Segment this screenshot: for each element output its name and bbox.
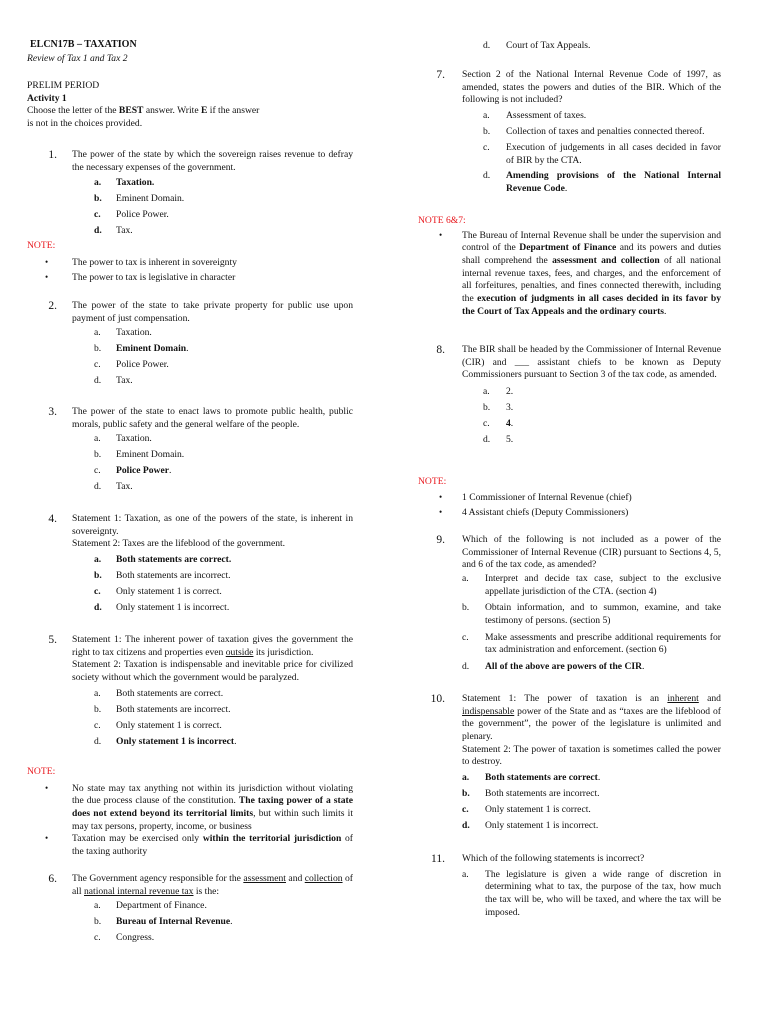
- option-a[interactable]: a. Both statements are correct.: [462, 771, 601, 783]
- note-1: [27, 240, 353, 285]
- option-d[interactable]: d. Court of Tax Appeals.: [483, 40, 591, 51]
- question-text: The BIR shall be headed by the Commissioner of Internal Revenue (CIR) and ___ assistant chiefs to be known as Deputy Commissioners pursuant to Section 3 of the tax code, as amended.: [462, 344, 721, 381]
- question-number: 8.: [436, 344, 445, 356]
- statement-1: Statement 1: The inherent power of taxation gives the government the right to tax citizens and properties even outside its jurisdiction.: [72, 634, 353, 658]
- bullet-icon: •: [45, 272, 49, 283]
- note-bullet: • Taxation may be exercised only within the territorial jurisdiction of the taxing authority: [45, 833, 353, 857]
- question-text: Which of the following is not included as a power of the Commissioner of Internal Revenue (CIR) pursuant to Sections 4, 5, and 6 of the tax code, as amended?: [462, 534, 721, 571]
- course-title: ELCN17B – TAXATION: [30, 39, 137, 50]
- option-a[interactable]: a. Assessment of taxes.: [483, 109, 587, 121]
- question-7: [418, 69, 721, 196]
- option-d[interactable]: d. Only statement 1 is incorrect.: [94, 735, 237, 747]
- note-bullet: • No state may tax anything not within its jurisdiction without violating the due process clause of the constitution. The taxing power of a state does not extend beyond its territorial limits, but within such limits it may tax persons, property, income, or business: [45, 782, 353, 832]
- option-d[interactable]: d. All of the above are powers of the CIR.: [462, 660, 645, 672]
- note-5: [27, 766, 353, 859]
- option-c[interactable]: c. Congress.: [94, 932, 155, 944]
- option-c[interactable]: c. Only statement 1 is correct.: [462, 803, 591, 815]
- activity-label: Activity 1: [27, 92, 67, 104]
- question-number: 4.: [48, 513, 57, 525]
- question-9: [418, 534, 721, 674]
- question-text: The power of the state to take private property for public use upon payment of just compensation.: [72, 300, 353, 324]
- option-a[interactable]: a. The legislature is given a wide range of discretion in determining what to tax, the purpose of the tax, how much the tax will be, who will be taxed, and where the tax will be imposed.: [462, 868, 721, 918]
- question-text: Section 2 of the National Internal Revenue Code of 1997, as amended, states the powers and duties of the BIR. Which of the following is not included?: [462, 69, 721, 106]
- option-a[interactable]: a. Taxation.: [94, 177, 155, 189]
- bullet-icon: •: [45, 833, 49, 844]
- option-c[interactable]: c. Make assessments and prescribe additional requirements for tax administration and enforcement. (section 6): [462, 631, 721, 656]
- note-label: NOTE 6&7:: [418, 215, 466, 226]
- note-label: NOTE:: [27, 240, 56, 251]
- option-a[interactable]: a. Taxation.: [94, 433, 152, 445]
- options: [483, 108, 721, 196]
- option-c[interactable]: c. Execution of judgements in all cases decided in favor of BIR by the CTA.: [483, 141, 721, 166]
- note-bullet: • 4 Assistant chiefs (Deputy Commissioners): [439, 507, 629, 519]
- option-d[interactable]: d. Tax.: [94, 481, 133, 493]
- period-label: PRELIM PERIOD: [27, 80, 100, 91]
- options: [94, 325, 353, 389]
- option-a[interactable]: a. 2.: [483, 385, 514, 397]
- option-b[interactable]: b. Bureau of Internal Revenue.: [94, 916, 233, 928]
- bullet-icon: •: [45, 782, 49, 793]
- question-8: [418, 344, 721, 448]
- note-6-7: [418, 215, 721, 318]
- statement-2: Statement 2: Taxes are the lifeblood of the government.: [72, 538, 286, 550]
- question-5: [27, 634, 353, 750]
- option-b[interactable]: b. Eminent Domain.: [94, 193, 185, 205]
- option-d[interactable]: d. Tax.: [94, 375, 133, 387]
- option-c[interactable]: c. Only statement 1 is correct.: [94, 719, 222, 731]
- instructions: Choose the letter of the BEST answer. Write E if the answer is not in the choices provided.: [27, 105, 260, 129]
- question-6: [27, 873, 353, 946]
- question-text: Which of the following statements is incorrect?: [462, 853, 645, 864]
- options: [94, 898, 353, 946]
- option-d[interactable]: d. 5.: [483, 433, 514, 445]
- statement-1: Statement 1: Taxation, as one of the powers of the state, is inherent in sovereignty.: [72, 513, 353, 537]
- question-number: 9.: [436, 534, 445, 546]
- question-number: 5.: [48, 634, 57, 646]
- option-a[interactable]: a. Both statements are correct.: [94, 687, 224, 699]
- question-number: 11.: [431, 853, 445, 865]
- option-d[interactable]: d. Amending provisions of the National Internal Revenue Code.: [483, 170, 721, 194]
- option-b[interactable]: b. Both statements are incorrect.: [462, 787, 600, 799]
- options: [94, 552, 353, 616]
- option-c[interactable]: c. Police Power.: [94, 209, 169, 221]
- course-subtitle: Review of Tax 1 and Tax 2: [27, 53, 128, 65]
- question-number: 2.: [48, 300, 57, 312]
- note-bullet: • The power to tax is inherent in sovereignty: [45, 256, 237, 268]
- statement-1: Statement 1: The power of taxation is an inherent and indispensable power of the State and as “taxes are the lifeblood of the government”, the power of the legislature is unlimited and plenary.: [462, 693, 721, 742]
- option-c[interactable]: c. 4.: [483, 417, 514, 429]
- bullet-icon: •: [45, 256, 49, 267]
- question-number: 10.: [430, 693, 445, 705]
- option-b[interactable]: b. Collection of taxes and penalties connected thereof.: [483, 125, 705, 137]
- options: [94, 431, 353, 495]
- options: [94, 686, 353, 750]
- option-b[interactable]: b. Both statements are incorrect.: [94, 569, 231, 581]
- option-d[interactable]: d. Only statement 1 is incorrect.: [94, 601, 230, 613]
- question-6-continued: [418, 38, 721, 54]
- note-bullet: • The Bureau of Internal Revenue shall be under the supervision and control of the Department of Finance and its powers and duties shall comprehend the assessment and collection of all national internal revenue taxes, fees, and charges, and the enforcement of all forfeitures, penalties, and fines connected therewith, including the execution of judgments in all cases decided in its favor by the Court of Tax Appeals and the ordinary courts.: [439, 229, 722, 317]
- options: [94, 175, 353, 239]
- question-text: The Government agency responsible for the assessment and collection of all national internal revenue tax is the:: [72, 873, 354, 897]
- option-c[interactable]: c. Only statement 1 is correct.: [94, 585, 222, 597]
- option-c[interactable]: c. Police Power.: [94, 465, 172, 477]
- option-d[interactable]: d. Only statement 1 is incorrect.: [462, 819, 599, 831]
- question-text: The power of the state to enact laws to promote public health, public morals, public safety and the general welfare of the people.: [72, 406, 353, 430]
- question-4: [27, 513, 353, 616]
- option-c[interactable]: c. Police Power.: [94, 359, 169, 371]
- option-b[interactable]: b. Eminent Domain.: [94, 343, 189, 355]
- bullet-icon: •: [439, 491, 443, 502]
- question-number: 1.: [48, 149, 57, 161]
- options: [483, 384, 721, 448]
- option-a[interactable]: a. Interpret and decide tax case, subject to the exclusive appellate jurisdiction of the CTA. (section 4): [462, 572, 721, 597]
- note-bullet: • 1 Commissioner of Internal Revenue (chief): [439, 491, 632, 503]
- option-b[interactable]: b. Obtain information, and to summon, examine, and take testimony of persons. (section 5): [462, 602, 721, 626]
- note-label: NOTE:: [418, 476, 447, 487]
- activity-header: [27, 80, 353, 131]
- option-d[interactable]: d. Tax.: [94, 225, 133, 237]
- note-bullet: • The power to tax is legislative in character: [45, 272, 236, 284]
- options: [462, 869, 721, 920]
- option-a[interactable]: a. Department of Finance.: [94, 900, 207, 912]
- statement-2: Statement 2: Taxation is indispensable and inevitable price for civilized society without which the government would be paralyzed.: [72, 659, 353, 683]
- question-11: [418, 853, 721, 919]
- question-number: 7.: [436, 69, 445, 81]
- option-a[interactable]: a. Taxation.: [94, 327, 152, 339]
- note-8: [418, 476, 721, 520]
- question-text: The power of the state by which the sovereign raises revenue to defray the necessary expenses of the government.: [72, 149, 353, 173]
- question-3: [27, 406, 353, 495]
- option-b[interactable]: b. 3.: [483, 401, 514, 413]
- question-2: [27, 300, 353, 389]
- option-b[interactable]: b. Both statements are incorrect.: [94, 703, 231, 715]
- question-number: 3.: [48, 406, 57, 418]
- options: [462, 770, 721, 834]
- question-1: [27, 149, 353, 239]
- question-number: 6.: [48, 873, 57, 885]
- option-b[interactable]: b. Eminent Domain.: [94, 449, 185, 461]
- bullet-icon: •: [439, 507, 443, 518]
- statement-2: Statement 2: The power of taxation is sometimes called the power to destroy.: [462, 743, 721, 768]
- question-10: [418, 693, 721, 834]
- option-a[interactable]: a. Both statements are correct.: [94, 553, 232, 565]
- note-label: NOTE:: [27, 766, 56, 777]
- bullet-icon: •: [439, 229, 443, 240]
- options: [462, 573, 721, 674]
- document-header: [27, 38, 353, 66]
